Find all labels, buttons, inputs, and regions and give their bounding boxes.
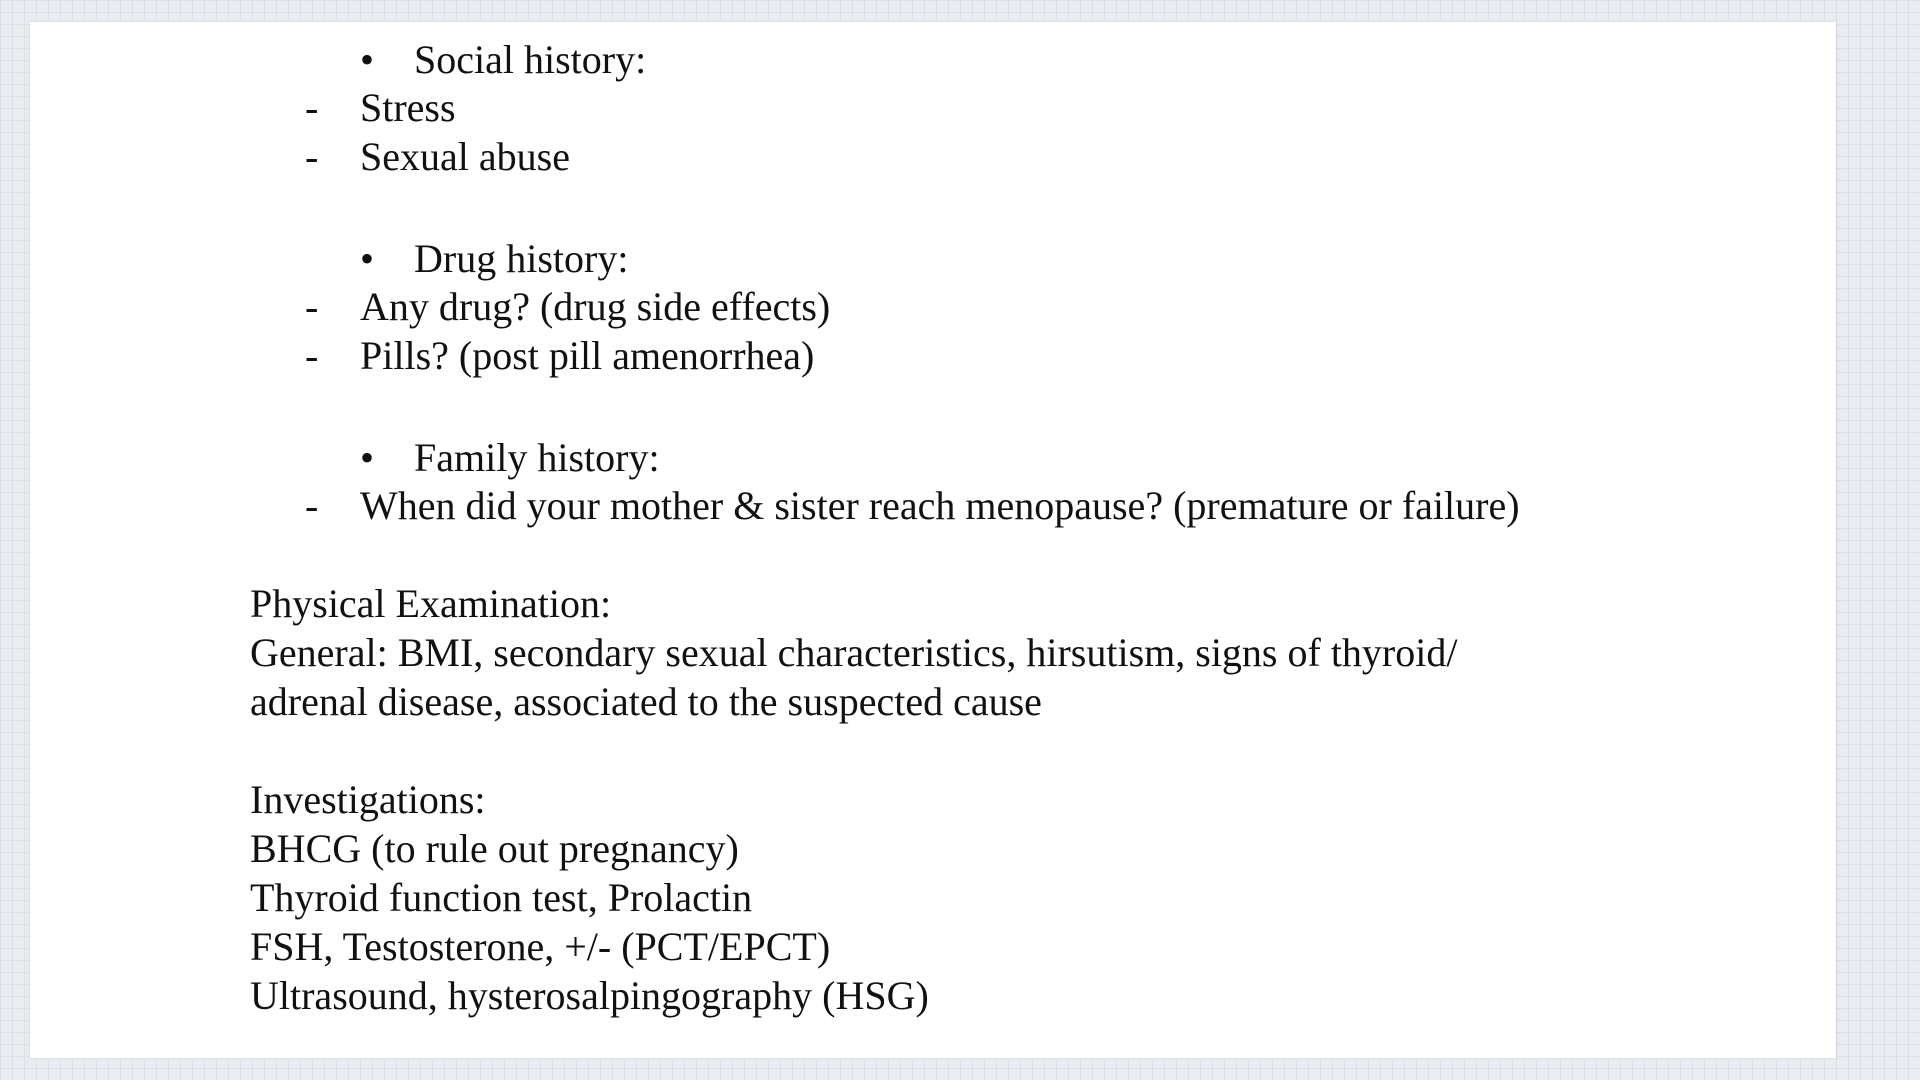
physical-exam-text: adrenal disease, associated to the suspected cause	[250, 679, 1042, 724]
investigation-item: FSH, Testosterone, +/- (PCT/EPCT)	[250, 924, 831, 969]
bullet-icon: •	[360, 37, 375, 82]
bullet-icon: •	[360, 435, 375, 480]
drug-history-heading: Drug history:	[414, 236, 629, 281]
dash-icon: -	[305, 85, 319, 130]
dash-icon: -	[305, 284, 319, 329]
drug-history-item: Pills? (post pill amenorrhea)	[360, 333, 815, 378]
dash-icon: -	[305, 483, 319, 528]
family-history-heading: Family history:	[414, 435, 660, 480]
slide-page	[30, 22, 1836, 1058]
investigations-heading: Investigations:	[250, 777, 486, 822]
social-history-heading: Social history:	[414, 37, 647, 82]
social-history-item: Sexual abuse	[360, 134, 570, 179]
dash-icon: -	[305, 134, 319, 179]
investigation-item: BHCG (to rule out pregnancy)	[250, 826, 739, 871]
dash-icon: -	[305, 333, 319, 378]
bullet-icon: •	[360, 236, 375, 281]
family-history-item: When did your mother & sister reach menopause? (premature or failure)	[360, 483, 1520, 528]
drug-history-item: Any drug? (drug side effects)	[360, 284, 831, 329]
physical-exam-heading: Physical Examination:	[250, 581, 612, 626]
investigation-item: Ultrasound, hysterosalpingography (HSG)	[250, 973, 929, 1018]
social-history-item: Stress	[360, 85, 456, 130]
physical-exam-text: General: BMI, secondary sexual characteristics, hirsutism, signs of thyroid/	[250, 630, 1458, 675]
investigation-item: Thyroid function test, Prolactin	[250, 875, 753, 920]
